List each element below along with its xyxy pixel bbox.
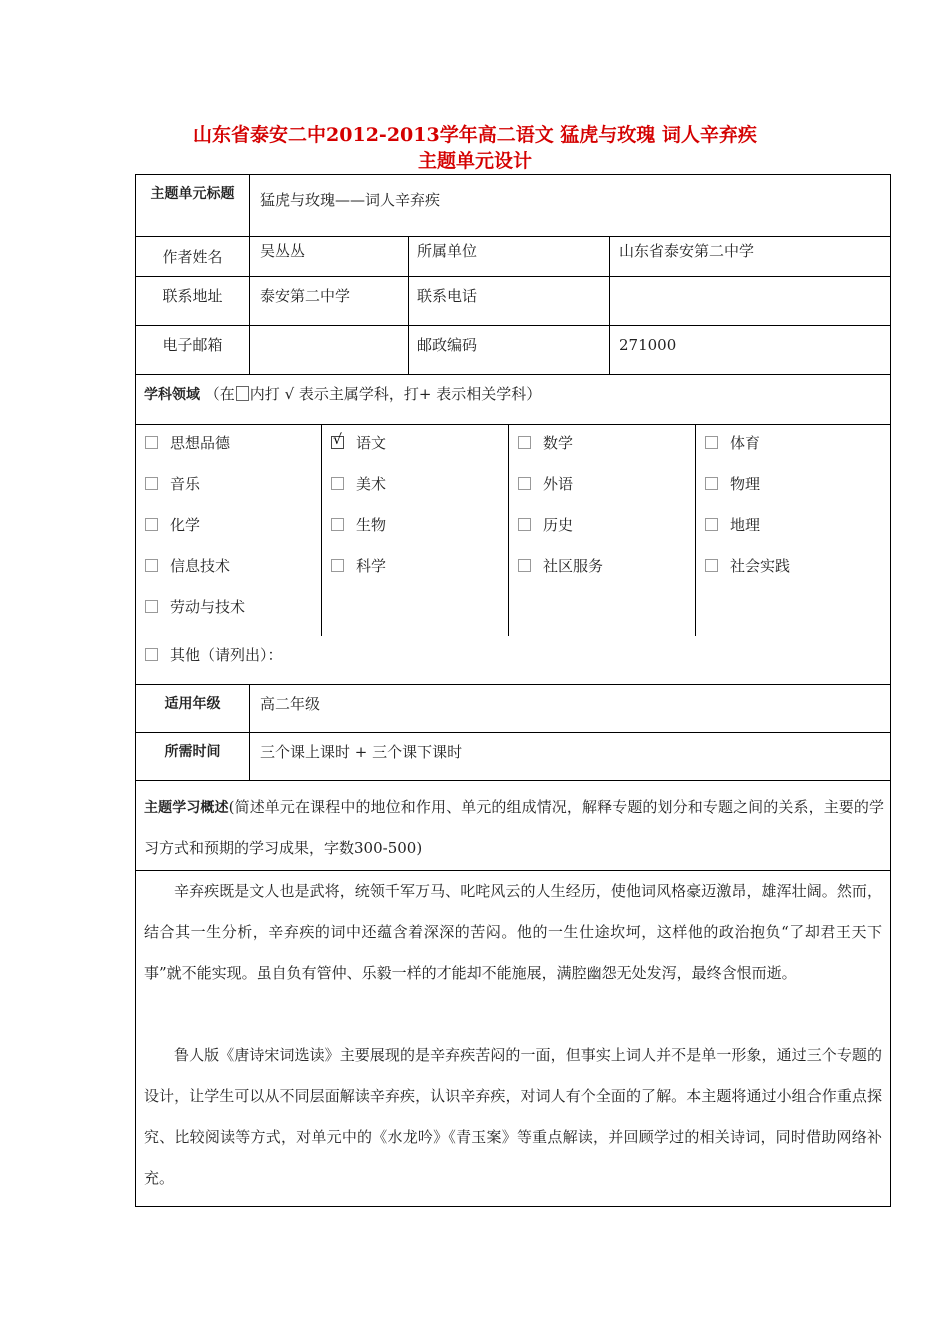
subject-label: 生物 — [356, 516, 387, 534]
title-line-1: 山东省泰安二中2012-2013学年高二语文 猛虎与玫瑰 词人辛弃疾 — [193, 124, 757, 146]
subject-checkbox[interactable] — [145, 477, 158, 490]
subject-label: 数学 — [543, 434, 574, 452]
subject-label: 思想品德 — [170, 434, 231, 452]
subject-label: 科学 — [356, 557, 387, 575]
overview-hint: (简述单元在课程中的地位和作用、单元的组成情况，解释专题的划分和专题之间的关系，主要的学习方式和预期的学习成果，字数300-500) — [144, 798, 885, 857]
subject-checkbox[interactable] — [705, 559, 718, 572]
subject-checkbox[interactable] — [331, 559, 344, 572]
time-label: 所需时间 — [164, 744, 221, 760]
title-line-2: 主题单元设计 — [417, 150, 532, 172]
subject-area-label: 学科领域 — [144, 387, 200, 403]
author-label: 作者姓名 — [162, 248, 223, 266]
subject-label: 社会实践 — [730, 557, 791, 575]
subject-checkbox[interactable] — [518, 559, 531, 572]
checkmark-icon: √ — [333, 432, 342, 448]
document-title — [0, 122, 950, 174]
col-divider — [408, 236, 409, 374]
subject-label: 美术 — [356, 475, 387, 493]
grade-value: 高二年级 — [260, 695, 321, 713]
col-divider — [321, 424, 322, 636]
subject-label: 化学 — [170, 516, 201, 534]
checkbox-icon — [236, 386, 249, 401]
grade-label: 适用年级 — [164, 696, 221, 712]
subject-label: 地理 — [730, 516, 761, 534]
unit-title-value: 猛虎与玫瑰——词人辛弃疾 — [260, 191, 441, 209]
subject-label: 社区服务 — [543, 557, 604, 575]
phone-label: 联系电话 — [417, 287, 478, 305]
time-value: 三个课上课时 + 三个课下课时 — [260, 743, 463, 761]
subject-checkbox[interactable] — [331, 432, 344, 449]
subject-label: 历史 — [543, 516, 574, 534]
subject-label: 语文 — [356, 434, 387, 452]
col-divider — [609, 236, 610, 374]
subject-checkbox[interactable] — [705, 436, 718, 449]
overview-label: 主题学习概述 — [144, 800, 229, 816]
overview-header — [144, 787, 884, 868]
subject-area-hint-before: （在 — [204, 385, 235, 403]
author-value: 吴丛丛 — [260, 242, 306, 260]
subject-checkbox[interactable] — [518, 477, 531, 490]
subject-area-header — [144, 382, 884, 407]
col-divider — [249, 174, 250, 374]
row-divider — [135, 780, 891, 781]
subject-checkbox[interactable] — [705, 518, 718, 531]
subject-label: 信息技术 — [170, 557, 231, 575]
subject-checkbox[interactable] — [331, 477, 344, 490]
subject-label: 其他（请列出）： — [170, 646, 283, 664]
subject-checkbox[interactable] — [518, 518, 531, 531]
subject-label: 劳动与技术 — [170, 598, 246, 616]
subject-label: 音乐 — [170, 475, 201, 493]
row-divider — [135, 374, 891, 375]
subject-label: 体育 — [730, 434, 761, 452]
address-label: 联系地址 — [162, 287, 223, 305]
affiliation-label: 所属单位 — [417, 242, 478, 260]
address-value: 泰安第二中学 — [260, 287, 351, 305]
subject-checkbox[interactable] — [705, 477, 718, 490]
subject-checkbox[interactable] — [145, 600, 158, 613]
subject-area-hint-after: 内打 √ 表示主属学科，打+ 表示相关学科） — [249, 385, 542, 403]
subject-checkbox[interactable] — [331, 518, 344, 531]
unit-title-label: 主题单元标题 — [150, 186, 235, 202]
subject-checkbox[interactable] — [145, 436, 158, 449]
subject-checkbox[interactable] — [145, 559, 158, 572]
email-label: 电子邮箱 — [162, 336, 223, 354]
postcode-value: 271000 — [619, 336, 677, 354]
subject-checkbox[interactable] — [145, 648, 158, 661]
subject-label: 外语 — [543, 475, 574, 493]
row-divider — [135, 424, 891, 425]
subject-label: 物理 — [730, 475, 761, 493]
col-divider — [508, 424, 509, 636]
col-divider — [695, 424, 696, 636]
subject-checkbox[interactable] — [145, 518, 158, 531]
overview-paragraph-2: 鲁人版《唐诗宋词选读》主要展现的是辛弃疾苦闷的一面，但事实上词人并不是单一形象，通过三个专题的设计，让学生可以从不同层面解读辛弃疾，认识辛弃疾，对词人有个全面的了解。本主题将通过小组合作重点探究、比较阅读等方式，对单元中的《水龙吟》《青玉案》等重点解读，并回顾学过的相关诗词，同时借助网络补充。 — [144, 1046, 882, 1187]
subject-checkbox[interactable] — [518, 436, 531, 449]
overview-paragraph-1: 辛弃疾既是文人也是武将，统领千军万马、叱咤风云的人生经历，使他词风格豪迈激昂，雄浑壮阔。然而，结合其一生分析，辛弃疾的词中还蕴含着深深的苦闷。他的一生仕途坎坷，这样他的政治抱负“了却君王天下事”就不能实现。虽自负有管仲、乐毅一样的才能却不能施展，满腔幽怨无处发泻，最终含恨而逝。 — [144, 882, 882, 982]
postcode-label: 邮政编码 — [417, 336, 478, 354]
affiliation-value: 山东省泰安第二中学 — [619, 242, 755, 260]
col-divider — [249, 684, 250, 780]
